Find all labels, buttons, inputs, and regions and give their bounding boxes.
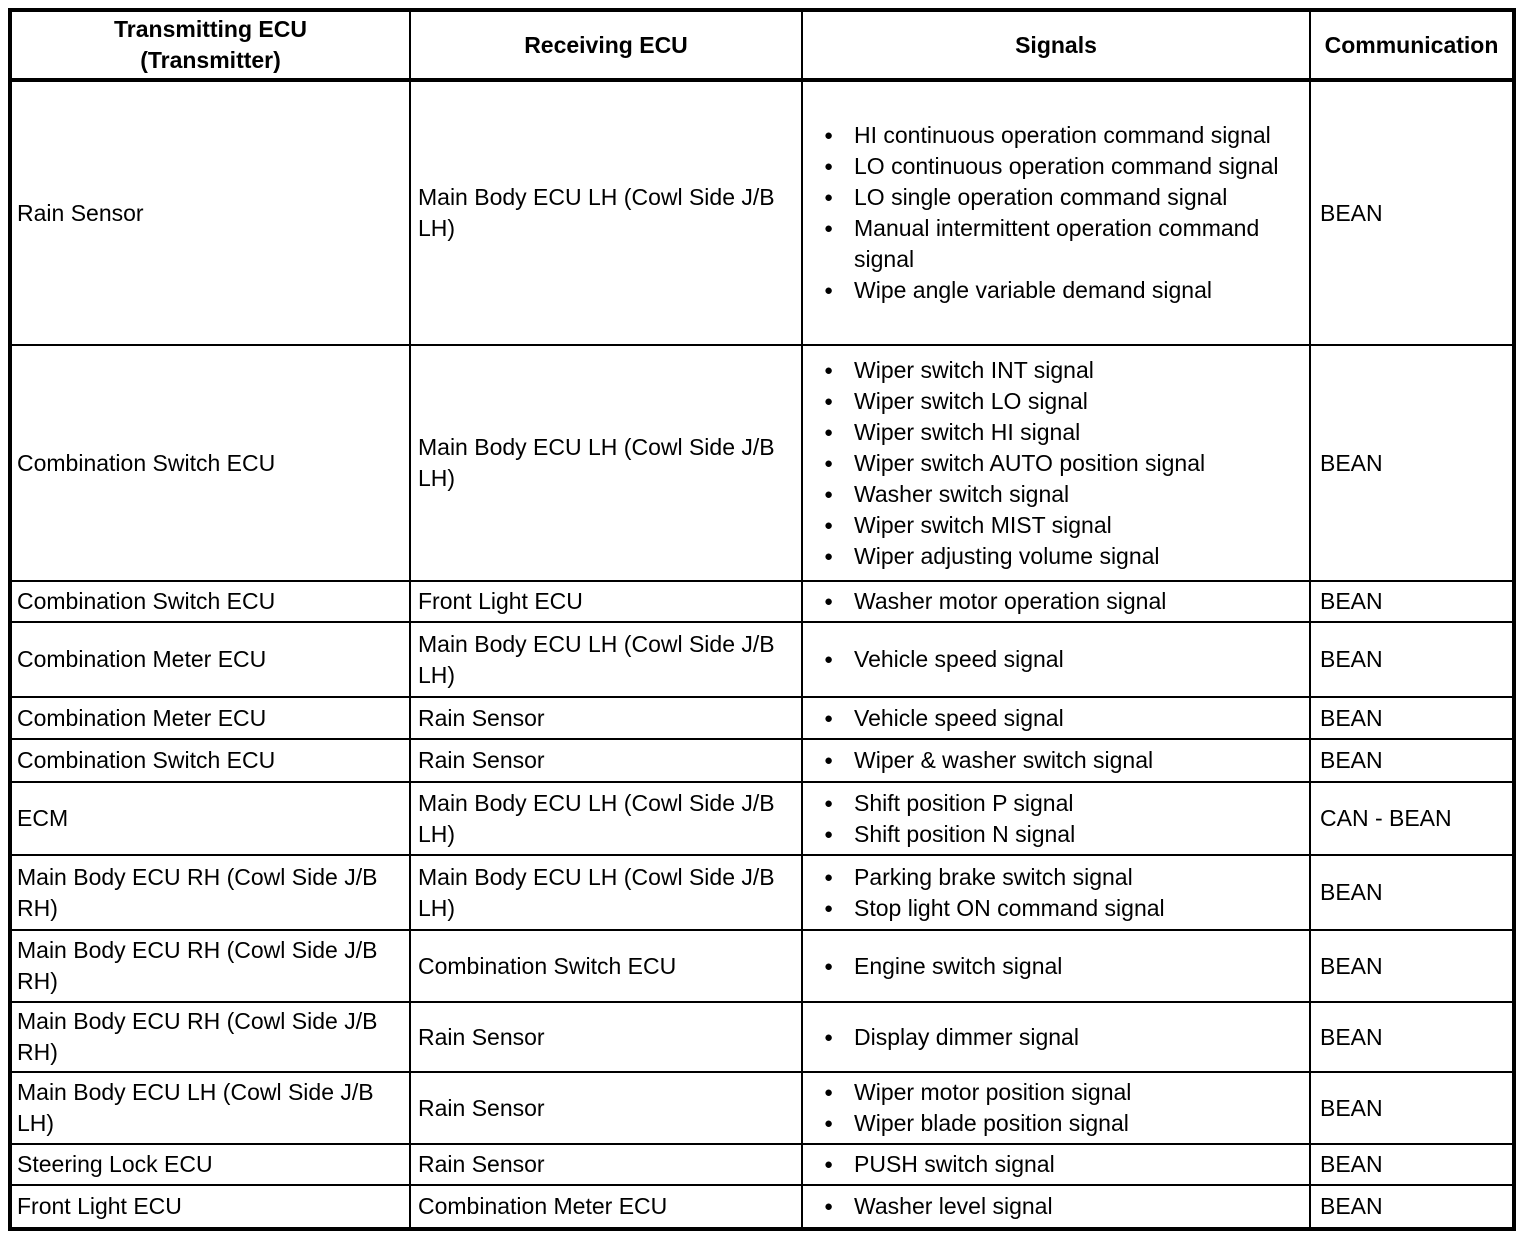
table-header [10, 10, 1514, 80]
receiving-ecu-cell: Rain Sensor [410, 1002, 802, 1072]
signals-list [811, 862, 1299, 924]
bullet-icon: ● [824, 1115, 834, 1132]
bullet-icon: ● [824, 825, 834, 843]
bullet-icon: ● [824, 1028, 834, 1046]
signals-cell [802, 739, 1310, 782]
signal-item [824, 386, 1299, 417]
table-row [10, 1185, 1514, 1229]
signals-cell [802, 622, 1310, 697]
signals-cell [802, 1185, 1310, 1229]
signal-item [824, 1191, 1299, 1222]
signal-item [824, 745, 1299, 776]
signal-label: Wiper switch AUTO position signal [854, 449, 1206, 476]
signals-list [811, 951, 1299, 982]
receiving-ecu-cell: Main Body ECU LH (Cowl Side J/B LH) [410, 80, 802, 345]
signal-item [824, 448, 1299, 479]
signal-item [824, 479, 1299, 510]
signals-cell [802, 1072, 1310, 1144]
transmitting-ecu-cell: Combination Switch ECU [10, 581, 410, 622]
signals-cell [802, 930, 1310, 1002]
signals-list [811, 355, 1299, 572]
signal-item [824, 788, 1299, 819]
signal-item [824, 893, 1299, 924]
signal-item [824, 1022, 1299, 1053]
communication-cell: BEAN [1310, 345, 1514, 581]
table-row [10, 855, 1514, 930]
signal-label: Vehicle speed signal [854, 704, 1064, 731]
bullet-icon: ● [824, 361, 834, 379]
signals-list [811, 1022, 1299, 1053]
signal-label: Wiper blade position signal [854, 1110, 1129, 1136]
signal-item [824, 1149, 1299, 1180]
bullet-icon: ● [824, 547, 834, 565]
transmitting-ecu-cell: Main Body ECU RH (Cowl Side J/B RH) [10, 1002, 410, 1072]
receiving-ecu-cell: Main Body ECU LH (Cowl Side J/B LH) [410, 782, 802, 855]
bullet-icon: ● [824, 709, 834, 727]
signal-label: PUSH switch signal [854, 1151, 1055, 1177]
bullet-icon: ● [824, 220, 834, 237]
receiving-ecu-cell: Rain Sensor [410, 1072, 802, 1144]
signal-item [824, 120, 1299, 151]
signal-label: Wiper switch HI signal [854, 418, 1081, 445]
signal-item [824, 862, 1299, 893]
header-signals: Signals [802, 10, 1310, 80]
communication-cell: BEAN [1310, 739, 1514, 782]
signals-list [811, 586, 1299, 617]
bullet-icon: ● [824, 651, 834, 668]
receiving-ecu-cell: Rain Sensor [410, 739, 802, 782]
signal-item [824, 1108, 1299, 1139]
signals-cell [802, 80, 1310, 345]
bullet-icon: ● [824, 485, 834, 503]
signal-label: Wiper adjusting volume signal [854, 542, 1160, 569]
header-row [10, 10, 1514, 80]
communication-cell: BEAN [1310, 1002, 1514, 1072]
signal-label: Shift position P signal [854, 789, 1074, 816]
header-receiving-ecu: Receiving ECU [410, 10, 802, 80]
signal-label: Wiper switch LO signal [854, 387, 1088, 414]
receiving-ecu-cell: Combination Meter ECU [410, 1185, 802, 1229]
communication-cell: BEAN [1310, 930, 1514, 1002]
communication-cell: BEAN [1310, 1072, 1514, 1144]
bullet-icon: ● [824, 868, 834, 886]
bullet-icon: ● [824, 392, 834, 410]
bullet-icon: ● [824, 127, 834, 144]
bullet-icon: ● [824, 423, 834, 441]
transmitting-ecu-cell: Front Light ECU [10, 1185, 410, 1229]
signal-label: Washer motor operation signal [854, 588, 1167, 614]
signals-cell [802, 1144, 1310, 1185]
signal-label: Parking brake switch signal [854, 863, 1133, 890]
signal-item [824, 510, 1299, 541]
signal-item [824, 355, 1299, 386]
receiving-ecu-cell: Front Light ECU [410, 581, 802, 622]
signal-label: Wiper switch INT signal [854, 356, 1094, 383]
communication-cell: BEAN [1310, 855, 1514, 930]
table-row [10, 697, 1514, 739]
receiving-ecu-cell: Main Body ECU LH (Cowl Side J/B LH) [410, 622, 802, 697]
signal-item [824, 151, 1299, 182]
signals-list [811, 1191, 1299, 1222]
bullet-icon: ● [824, 454, 834, 472]
transmitting-ecu-cell: Combination Switch ECU [10, 345, 410, 581]
communication-cell: BEAN [1310, 697, 1514, 739]
communication-cell: BEAN [1310, 80, 1514, 345]
transmitting-ecu-cell: Steering Lock ECU [10, 1144, 410, 1185]
signal-label: Wiper & washer switch signal [854, 747, 1154, 773]
bullet-icon: ● [824, 1198, 834, 1215]
table-row [10, 739, 1514, 782]
table-row [10, 80, 1514, 345]
header-transmitting-ecu [10, 10, 410, 80]
bullet-icon: ● [824, 957, 834, 975]
signal-label: HI continuous operation command signal [854, 122, 1271, 148]
communication-cell: BEAN [1310, 581, 1514, 622]
signal-item [824, 703, 1299, 734]
signals-list [811, 1149, 1299, 1180]
transmitting-ecu-cell: Main Body ECU RH (Cowl Side J/B RH) [10, 930, 410, 1002]
signals-list [811, 788, 1299, 850]
table-row [10, 1144, 1514, 1185]
signal-item [824, 213, 1299, 275]
bullet-icon: ● [824, 1156, 834, 1173]
signals-cell [802, 782, 1310, 855]
bullet-icon: ● [824, 899, 834, 917]
table-row [10, 782, 1514, 855]
transmitting-ecu-cell: ECM [10, 782, 410, 855]
header-communication: Communication [1310, 10, 1514, 80]
transmitting-ecu-cell: Combination Switch ECU [10, 739, 410, 782]
transmitting-ecu-cell: Combination Meter ECU [10, 697, 410, 739]
signal-label: Vehicle speed signal [854, 646, 1064, 672]
signals-list [811, 745, 1299, 776]
signal-label: Wiper switch MIST signal [854, 511, 1112, 538]
signal-item [824, 951, 1299, 982]
table-row [10, 622, 1514, 697]
signals-list [811, 644, 1299, 675]
communication-cell: CAN - BEAN [1310, 782, 1514, 855]
signals-list [811, 120, 1299, 306]
signal-label: Display dimmer signal [854, 1023, 1079, 1050]
signals-cell [802, 855, 1310, 930]
receiving-ecu-cell: Main Body ECU LH (Cowl Side J/B LH) [410, 345, 802, 581]
table-row [10, 930, 1514, 1002]
signals-cell [802, 697, 1310, 739]
receiving-ecu-cell: Rain Sensor [410, 697, 802, 739]
communication-cell: BEAN [1310, 1144, 1514, 1185]
signals-list [811, 1077, 1299, 1139]
header-transmitting-line2: (Transmitter) [140, 47, 281, 73]
signal-item [824, 417, 1299, 448]
signal-label: LO continuous operation command signal [854, 153, 1279, 179]
bullet-icon: ● [824, 516, 834, 534]
table-row [10, 1072, 1514, 1144]
signal-label: LO single operation command signal [854, 184, 1228, 210]
bullet-icon: ● [824, 794, 834, 812]
transmitting-ecu-cell: Main Body ECU RH (Cowl Side J/B RH) [10, 855, 410, 930]
signal-label: Washer level signal [854, 1193, 1053, 1219]
bullet-icon: ● [824, 593, 834, 610]
communication-cell: BEAN [1310, 622, 1514, 697]
transmitting-ecu-cell: Rain Sensor [10, 80, 410, 345]
signals-cell [802, 345, 1310, 581]
table-row [10, 1002, 1514, 1072]
header-transmitting-line1: Transmitting ECU [114, 16, 307, 42]
communication-cell: BEAN [1310, 1185, 1514, 1229]
table-body [10, 80, 1514, 1229]
receiving-ecu-cell: Combination Switch ECU [410, 930, 802, 1002]
ecu-communication-table [8, 8, 1516, 1231]
signal-item [824, 1077, 1299, 1108]
bullet-icon: ● [824, 282, 834, 299]
transmitting-ecu-cell: Combination Meter ECU [10, 622, 410, 697]
signal-label: Manual intermittent operation command signal [854, 215, 1260, 272]
signal-item [824, 819, 1299, 850]
transmitting-ecu-cell: Main Body ECU LH (Cowl Side J/B LH) [10, 1072, 410, 1144]
bullet-icon: ● [824, 1084, 834, 1101]
signals-cell [802, 1002, 1310, 1072]
signal-item [824, 182, 1299, 213]
bullet-icon: ● [824, 158, 834, 175]
table-row [10, 345, 1514, 581]
signals-cell [802, 581, 1310, 622]
signal-label: Washer switch signal [854, 480, 1070, 507]
table-row [10, 581, 1514, 622]
signals-list [811, 703, 1299, 734]
signal-label: Engine switch signal [854, 952, 1063, 979]
signal-label: Stop light ON command signal [854, 894, 1165, 921]
signal-item [824, 541, 1299, 572]
signal-label: Shift position N signal [854, 820, 1076, 847]
signal-item [824, 586, 1299, 617]
bullet-icon: ● [824, 189, 834, 206]
signal-item [824, 275, 1299, 306]
signal-label: Wiper motor position signal [854, 1079, 1132, 1105]
signal-label: Wipe angle variable demand signal [854, 277, 1212, 303]
receiving-ecu-cell: Main Body ECU LH (Cowl Side J/B LH) [410, 855, 802, 930]
signal-item [824, 644, 1299, 675]
bullet-icon: ● [824, 752, 834, 769]
receiving-ecu-cell: Rain Sensor [410, 1144, 802, 1185]
